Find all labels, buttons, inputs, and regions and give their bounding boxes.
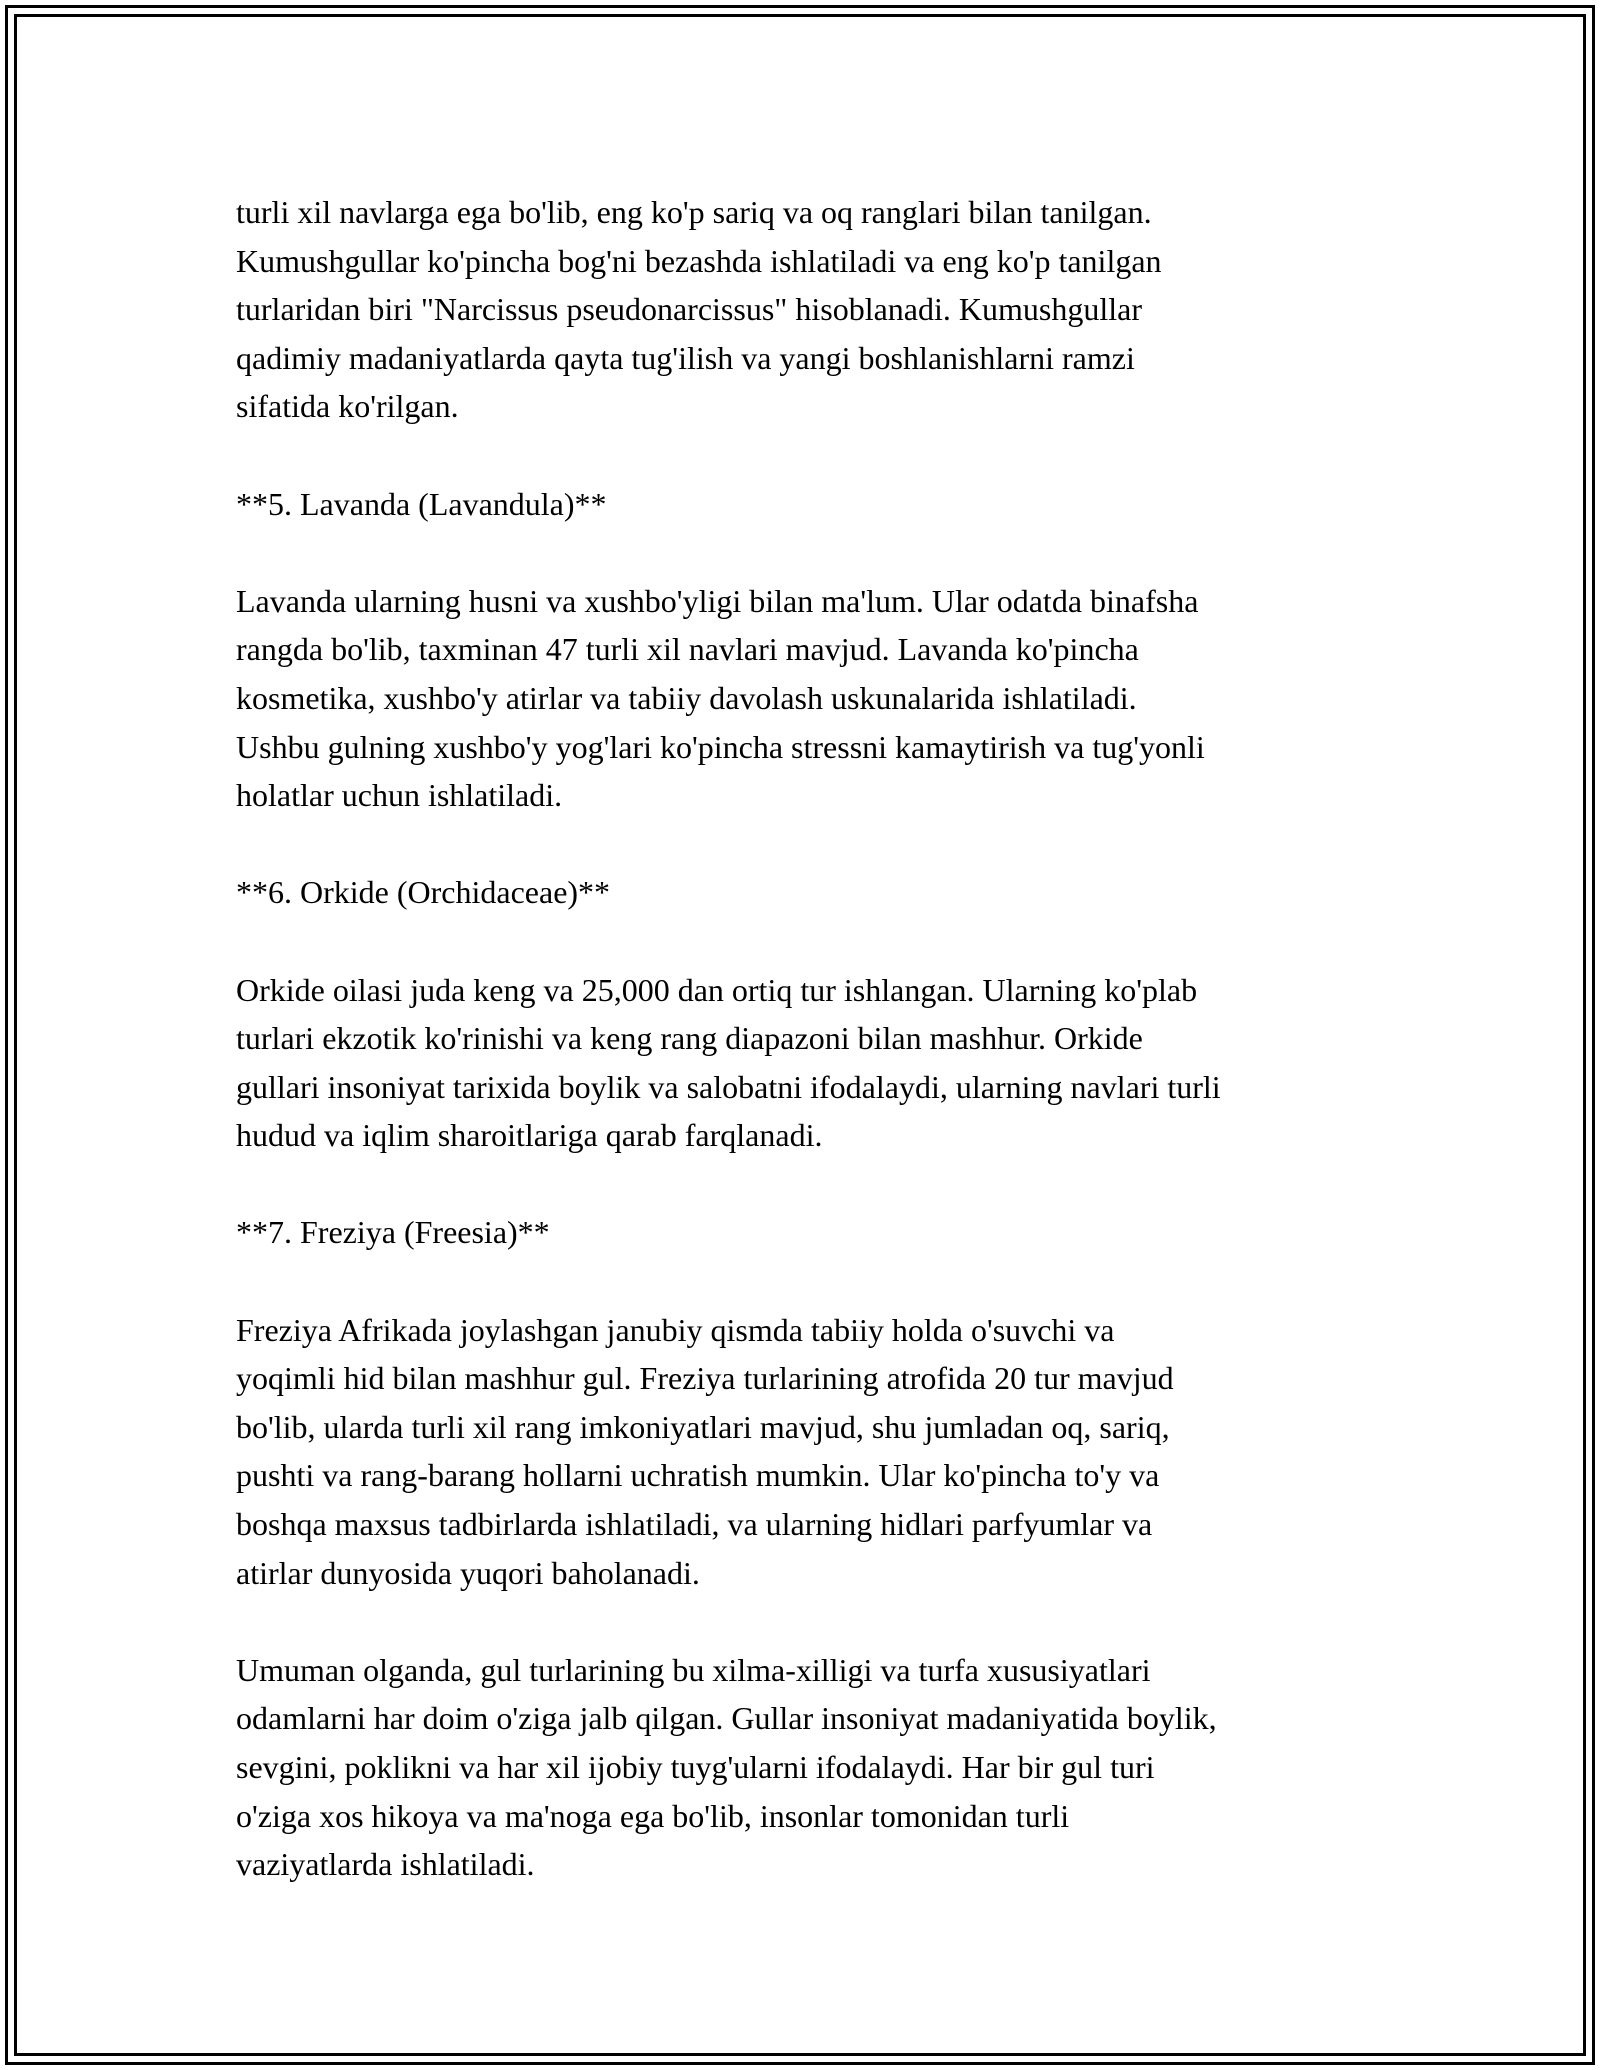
section-heading-lavanda: **5. Lavanda (Lavandula)**	[236, 485, 607, 522]
paragraph-lavanda: Lavanda ularning husni va xushbo'yligi bilan ma'lum. Ular odatda binafsha rangda bo'lib, taxminan 47 turli xil navlari mavjud. Lavanda ko'pincha kosmetika, xushbo'y atirlar va tabiiy davolash uskunalarida ishlatiladi. Ushbu gulning xushbo'y yog'lari ko'pincha stressni kamaytirish va tug'yonli holatlar uchun ishlatiladi.	[236, 582, 1205, 814]
document-body	[236, 188, 1376, 1937]
section-heading-freziya: **7. Freziya (Freesia)**	[236, 1214, 550, 1251]
paragraph-narcissus-continued: turli xil navlarga ega bo'lib, eng ko'p sariq va oq ranglari bilan tanilgan. Kumushgullar ko'pincha bog'ni bezashda ishlatiladi va eng ko'p tanilgan turlaridan biri "Narcissus pseudonarcissus" hisoblanadi. Kumushgullar qadimiy madaniyatlarda qayta tug'ilish va yangi boshlanishlarni ramzi sifatida ko'rilgan.	[236, 194, 1162, 425]
paragraph-orkide: Orkide oilasi juda keng va 25,000 dan ortiq tur ishlangan. Ularning ko'plab turlari ekzotik ko'rinishi va keng rang diapazoni bilan mashhur. Orkide gullari insoniyat tarixida boylik va salobatni ifodalaydi, ularning navlari turli hudud va iqlim sharoitlariga qarab farqlanadi.	[236, 971, 1221, 1154]
paragraph-freziya: Freziya Afrikada joylashgan janubiy qismda tabiiy holda o'suvchi va yoqimli hid bilan mashhur gul. Freziya turlarining atrofida 20 tur mavjud bo'lib, ularda turli xil rang imkoniyatlari mavjud, shu jumladan oq, sariq, pushti va rang-barang hollarni uchratish mumkin. Ular ko'pincha to'y va boshqa maxsus tadbirlarda ishlatiladi, va ularning hidlari parfyumlar va atirlar dunyosida yuqori baholanadi.	[236, 1311, 1174, 1591]
section-heading-orkide: **6. Orkide (Orchidaceae)**	[236, 874, 611, 911]
paragraph-conclusion: Umuman olganda, gul turlarining bu xilma-xilligi va turfa xususiyatlari odamlarni har doim o'ziga jalb qilgan. Gullar insoniyat madaniyatida boylik, sevgini, poklikni va har xil ijobiy tuyg'ularni ifodalaydi. Har bir gul turi o'ziga xos hikoya va ma'noga ega bo'lib, insonlar tomonidan turli vaziyatlarda ishlatiladi.	[236, 1651, 1217, 1883]
